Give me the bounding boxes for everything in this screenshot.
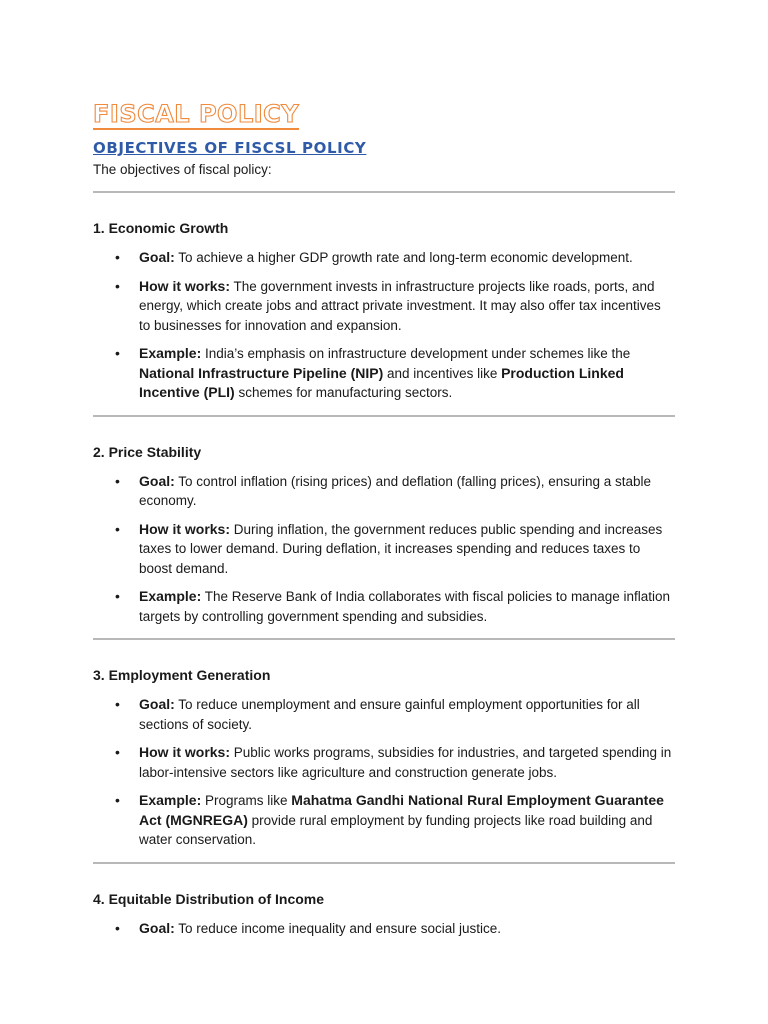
list-item-how: [93, 277, 675, 336]
goal-text: To reduce income inequality and ensure social justice.: [174, 920, 501, 936]
section-heading: 3. Employment Generation: [93, 667, 271, 683]
list-item-example: [93, 587, 675, 626]
document-subtitle: OBJECTIVES OF FISCSL POLICY: [93, 139, 367, 157]
example-emphasis: Production Linked Incentive (PLI): [139, 364, 624, 400]
list-item-how: [93, 520, 675, 579]
example-label: Example:: [139, 588, 202, 604]
section-divider: [93, 191, 675, 193]
goal-label: Goal:: [139, 919, 175, 936]
example-text: and incentives like: [383, 365, 502, 381]
bullet-list: [93, 472, 675, 627]
example-emphasis: Mahatma Gandhi National Rural Employment Guarantee Act (MGNREGA): [139, 792, 664, 828]
example-text: The Reserve Bank of India collaborates with fiscal policies to manage inflation targets by controlling government spending and subsidies.: [139, 589, 671, 624]
document-page: [93, 100, 675, 947]
bullet-list: [93, 248, 675, 403]
example-text: schemes for manufacturing sectors.: [234, 385, 453, 400]
example-text: Programs like: [201, 793, 292, 808]
bullet-list: [93, 919, 675, 939]
list-item-goal: [93, 472, 675, 511]
list-item-goal: [93, 248, 675, 268]
example-text: India’s emphasis on infrastructure development under schemes like the: [201, 346, 631, 361]
goal-text: To achieve a higher GDP growth rate and long-term economic development.: [174, 250, 633, 265]
list-item-goal: [93, 919, 675, 939]
example-text: provide rural employment by funding projects like road building and water conservation.: [139, 812, 653, 847]
goal-label: Goal:: [139, 249, 175, 265]
goal-text: To reduce unemployment and ensure gainful employment opportunities for all sections of society.: [139, 697, 640, 732]
example-label: Example:: [139, 792, 202, 808]
goal-text: To control inflation (rising prices) and deflation (falling prices), ensuring a stable economy.: [139, 473, 652, 508]
section-heading: 4. Equitable Distribution of Income: [93, 890, 325, 907]
section-economic-growth: [93, 219, 675, 403]
list-item-example: [93, 791, 675, 850]
section-equitable-distribution: [93, 890, 675, 939]
goal-label: Goal:: [139, 472, 175, 489]
list-item-how: [93, 743, 675, 782]
bullet-list: [93, 695, 675, 850]
example-emphasis: National Infrastructure Pipeline (NIP): [139, 364, 384, 381]
section-divider: [93, 862, 675, 864]
how-label: How it works:: [139, 277, 231, 294]
section-price-stability: [93, 443, 675, 627]
intro-text: The objectives of fiscal policy:: [93, 162, 272, 177]
list-item-goal: [93, 695, 675, 734]
goal-label: Goal:: [139, 696, 175, 712]
how-label: How it works:: [139, 520, 231, 537]
document-title: FISCAL POLICY: [93, 100, 300, 128]
how-text: The government invests in infrastructure projects like roads, ports, and energy, which create jobs and attract private investment. It may also offer tax incentives to businesses for innovation and expansion.: [139, 278, 661, 333]
section-divider: [93, 415, 675, 417]
how-label: How it works:: [139, 744, 231, 760]
section-employment-generation: [93, 666, 675, 850]
section-divider: [93, 638, 675, 640]
how-text: Public works programs, subsidies for industries, and targeted spending in labor-intensive sectors like agriculture and construction generate jobs.: [139, 745, 672, 780]
section-heading: 1. Economic Growth: [93, 220, 229, 236]
list-item-example: [93, 344, 675, 403]
how-text: During inflation, the government reduces public spending and increases taxes to lower demand. During deflation, it increases spending and reduces taxes to boost demand.: [139, 521, 663, 576]
example-label: Example:: [139, 345, 202, 361]
section-heading: 2. Price Stability: [93, 443, 202, 460]
